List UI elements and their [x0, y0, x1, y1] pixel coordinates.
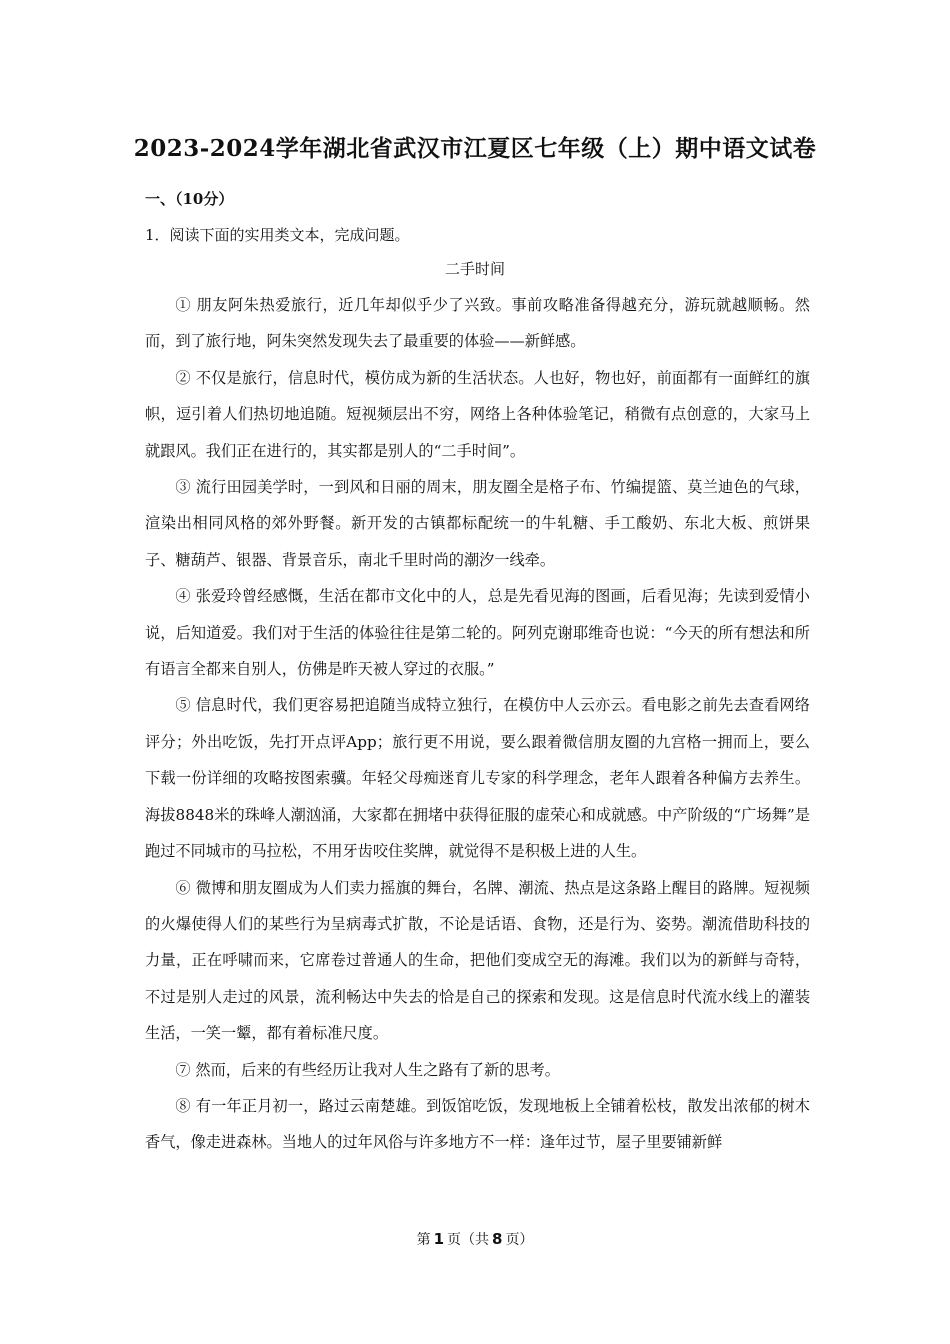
paragraph-1: ① 朋友阿朱热爱旅行，近几年却似乎少了兴致。事前攻略准备得越充分，游玩就越顺畅。然而，到了旅行地，阿朱突然发现失去了最重要的体验——新鲜感。 — [145, 296, 810, 351]
paragraph-5: ⑤ 信息时代，我们更容易把追随当成特立独行，在模仿中人云亦云。看电影之前先去查看网络评分；外出吃饭，先打开点评App；旅行更不用说，要么跟着微信朋友圈的九宫格一拥而上，要么下载一份详细的攻略按图索骥。年轻父母痴迷育儿专家的科学理念，老年人跟着各种偏方去养生。海拔8848米的珠峰人潮汹涌，大家都在拥堵中获得征服的虚荣心和成就感。中产阶级的“广场舞”是跑过不同城市的马拉松，不用牙齿咬住奖牌，就觉得不是积极上进的人生。 — [145, 696, 810, 861]
paragraph-4: ④ 张爱玲曾经感慨，生活在都市文化中的人，总是先看见海的图画，后看见海；先读到爱情小说，后知道爱。我们对于生活的体验往往是第二轮的。阿列克谢耶维奇也说：“今天的所有想法和所有语言全都来自别人，仿佛是昨天被人穿过的衣服。” — [145, 587, 810, 679]
paragraph-6: ⑥ 微博和朋友圈成为人们卖力摇旗的舞台，名牌、潮流、热点是这条路上醒目的路牌。短视频的火爆使得人们的某些行为呈病毒式扩散，不论是话语、食物，还是行为、姿势。潮流借助科技的力量，正在呼啸而来，它席卷过普通人的生命，把他们变成空无的海滩。我们以为的新鲜与奇特，不过是别人走过的风景，流利畅达中失去的恰是自己的探索和发现。这是信息时代流水线上的灌装生活，一笑一颦，都有着标准尺度。 — [145, 878, 810, 1043]
document-title: 2023-2024学年湖北省武汉市江夏区七年级（上）期中语文试卷 — [133, 135, 817, 162]
footer-suffix: 页） — [505, 1232, 534, 1248]
section-heading: 一、（10分） — [145, 190, 234, 208]
footer-page-number: 1 — [433, 1230, 444, 1248]
footer-prefix: 第 — [416, 1232, 431, 1248]
paragraph-8: ⑧ 有一年正月初一，路过云南楚雄。到饭馆吃饭，发现地板上全铺着松枝，散发出浓郁的树木香气，像走进森林。当地人的过年风俗与许多地方不一样：逢年过节，屋子里要铺新鲜 — [145, 1096, 810, 1152]
article-body — [145, 287, 810, 1161]
article-title: 二手时间 — [444, 260, 505, 278]
paragraph-2: ② 不仅是旅行，信息时代，模仿成为新的生活状态。人也好，物也好，前面都有一面鲜红的旗帜，逗引着人们热切地追随。短视频层出不穷，网络上各种体验笔记，稍微有点创意的，大家马上就跟风。我们正在进行的，其实都是别人的“二手时间”。 — [145, 368, 810, 460]
footer-middle: 页（共 — [447, 1232, 489, 1248]
question-prompt: 1．阅读下面的实用类文本，完成问题。 — [145, 226, 410, 244]
page-footer — [0, 1228, 950, 1251]
paragraph-7: ⑦ 然而，后来的有些经历让我对人生之路有了新的思考。 — [175, 1060, 560, 1079]
paragraph-3: ③ 流行田园美学时，一到风和日丽的周末，朋友圈全是格子布、竹编提篮、莫兰迪色的气球，渲染出相同风格的郊外野餐。新开发的古镇都标配统一的牛轧糖、手工酸奶、东北大板、煎饼果子、糖葫芦、银器、背景音乐，南北千里时尚的潮汐一线牵。 — [145, 478, 810, 569]
footer-total-pages: 8 — [492, 1230, 503, 1248]
